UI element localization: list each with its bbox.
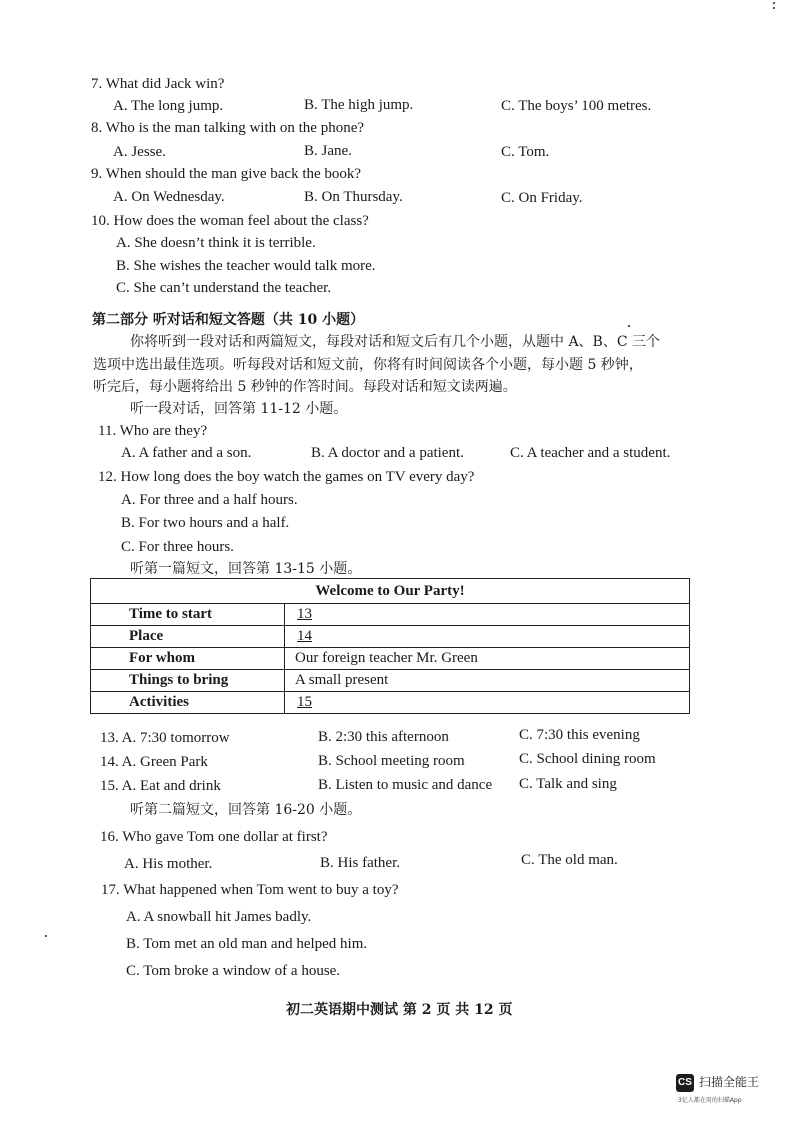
row-label: Time to start	[91, 604, 285, 626]
q16-option-c: C. The old man.	[521, 852, 618, 868]
q10-stem: 10. How does the woman feel about the class?	[91, 213, 369, 229]
scanner-tagline: 3亿人都在用的扫描App	[678, 1097, 742, 1104]
table-title: Welcome to Our Party!	[91, 579, 690, 604]
q12-option-a: A. For three and a half hours.	[121, 492, 298, 508]
party-info-table	[90, 578, 690, 714]
q15-option-c: C. Talk and sing	[519, 776, 617, 792]
answer-blank-13: 13	[297, 606, 312, 622]
row-label: For whom	[91, 648, 285, 670]
table-row	[91, 692, 690, 714]
scan-speck	[628, 325, 630, 327]
q8-option-a: A. Jesse.	[113, 144, 166, 160]
scan-speck	[773, 7, 775, 9]
q9-stem: 9. When should the man give back the book?	[91, 166, 362, 182]
q8-option-b: B. Jane.	[304, 143, 352, 159]
q7-option-b: B. The high jump.	[304, 97, 414, 113]
part2-instruction-line1: 你将听到一段对话和两篇短文，每段对话和短文后有几个小题，从题中 A、B、C 三个	[130, 334, 661, 350]
q12-option-b: B. For two hours and a half.	[121, 515, 290, 531]
table-row	[91, 670, 690, 692]
answer-blank-15: 15	[297, 694, 312, 710]
scanner-app-name: 扫描全能王	[699, 1075, 760, 1089]
q14-option-b: B. School meeting room	[318, 753, 465, 769]
q16-option-a: A. His mother.	[124, 856, 213, 872]
q10-option-b: B. She wishes the teacher would talk more.	[116, 258, 376, 274]
row-label: Activities	[91, 692, 285, 714]
camscanner-logo-icon: CS	[676, 1074, 694, 1092]
part2-title: 第二部分 听对话和短文答题（共 10 小题）	[92, 312, 365, 328]
q11-option-a: A. A father and a son.	[121, 445, 252, 461]
q12-stem: 12. How long does the boy watch the games on TV every day?	[98, 469, 475, 485]
passage2-note: 听第二篇短文，回答第 16-20 小题。	[130, 802, 362, 818]
row-value: A small present	[285, 670, 690, 692]
table-row	[91, 626, 690, 648]
row-label: Place	[91, 626, 285, 648]
q11-option-c: C. A teacher and a student.	[510, 445, 671, 461]
q8-option-c: C. Tom.	[501, 144, 550, 160]
row-label: Things to bring	[91, 670, 285, 692]
q9-option-c: C. On Friday.	[501, 190, 583, 206]
dialog-note: 听一段对话，回答第 11-12 小题。	[130, 401, 348, 417]
q16-option-b: B. His father.	[320, 855, 400, 871]
q11-option-b: B. A doctor and a patient.	[311, 445, 464, 461]
table-row	[91, 604, 690, 626]
q11-stem: 11. Who are they?	[98, 423, 208, 439]
q14-option-c: C. School dining room	[519, 751, 656, 767]
part2-instruction-line3: 听完后，每小题将给出 5 秒钟的作答时间。每段对话和短文读两遍。	[93, 379, 517, 395]
q10-option-c: C. She can’t understand the teacher.	[116, 280, 332, 296]
q9-option-b: B. On Thursday.	[304, 189, 403, 205]
q16-stem: 16. Who gave Tom one dollar at first?	[100, 829, 328, 845]
q12-option-c: C. For three hours.	[121, 539, 234, 555]
passage1-note: 听第一篇短文，回答第 13-15 小题。	[130, 561, 362, 577]
q17-option-c: C. Tom broke a window of a house.	[126, 963, 341, 979]
q7-stem: 7. What did Jack win?	[91, 76, 225, 92]
q10-option-a: A. She doesn’t think it is terrible.	[116, 235, 316, 251]
q13-option-a: 13. A. 7:30 tomorrow	[100, 730, 230, 746]
scan-speck	[773, 2, 775, 4]
q7-option-a: A. The long jump.	[113, 98, 224, 114]
q17-option-a: A. A snowball hit James badly.	[126, 909, 312, 925]
q9-option-a: A. On Wednesday.	[113, 189, 225, 205]
q17-stem: 17. What happened when Tom went to buy a toy?	[101, 882, 399, 898]
q7-option-c: C. The boys’ 100 metres.	[501, 98, 652, 114]
q14-option-a: 14. A. Green Park	[100, 754, 208, 770]
part2-instruction-line2: 选项中选出最佳选项。听每段对话和短文前，你将有时间阅读各个小题，每小题 5 秒钟，	[93, 357, 643, 373]
page-footer: 初二英语期中测试 第 2 页 共 12 页	[286, 1002, 513, 1018]
row-value: Our foreign teacher Mr. Green	[285, 648, 690, 670]
q13-option-b: B. 2:30 this afternoon	[318, 729, 449, 745]
q15-option-b: B. Listen to music and dance	[318, 777, 493, 793]
q15-option-a: 15. A. Eat and drink	[100, 778, 221, 794]
q17-option-b: B. Tom met an old man and helped him.	[126, 936, 368, 952]
q8-stem: 8. Who is the man talking with on the phone?	[91, 120, 365, 136]
answer-blank-14: 14	[297, 628, 312, 644]
scan-speck	[45, 935, 47, 937]
q13-option-c: C. 7:30 this evening	[519, 727, 640, 743]
table-row	[91, 648, 690, 670]
